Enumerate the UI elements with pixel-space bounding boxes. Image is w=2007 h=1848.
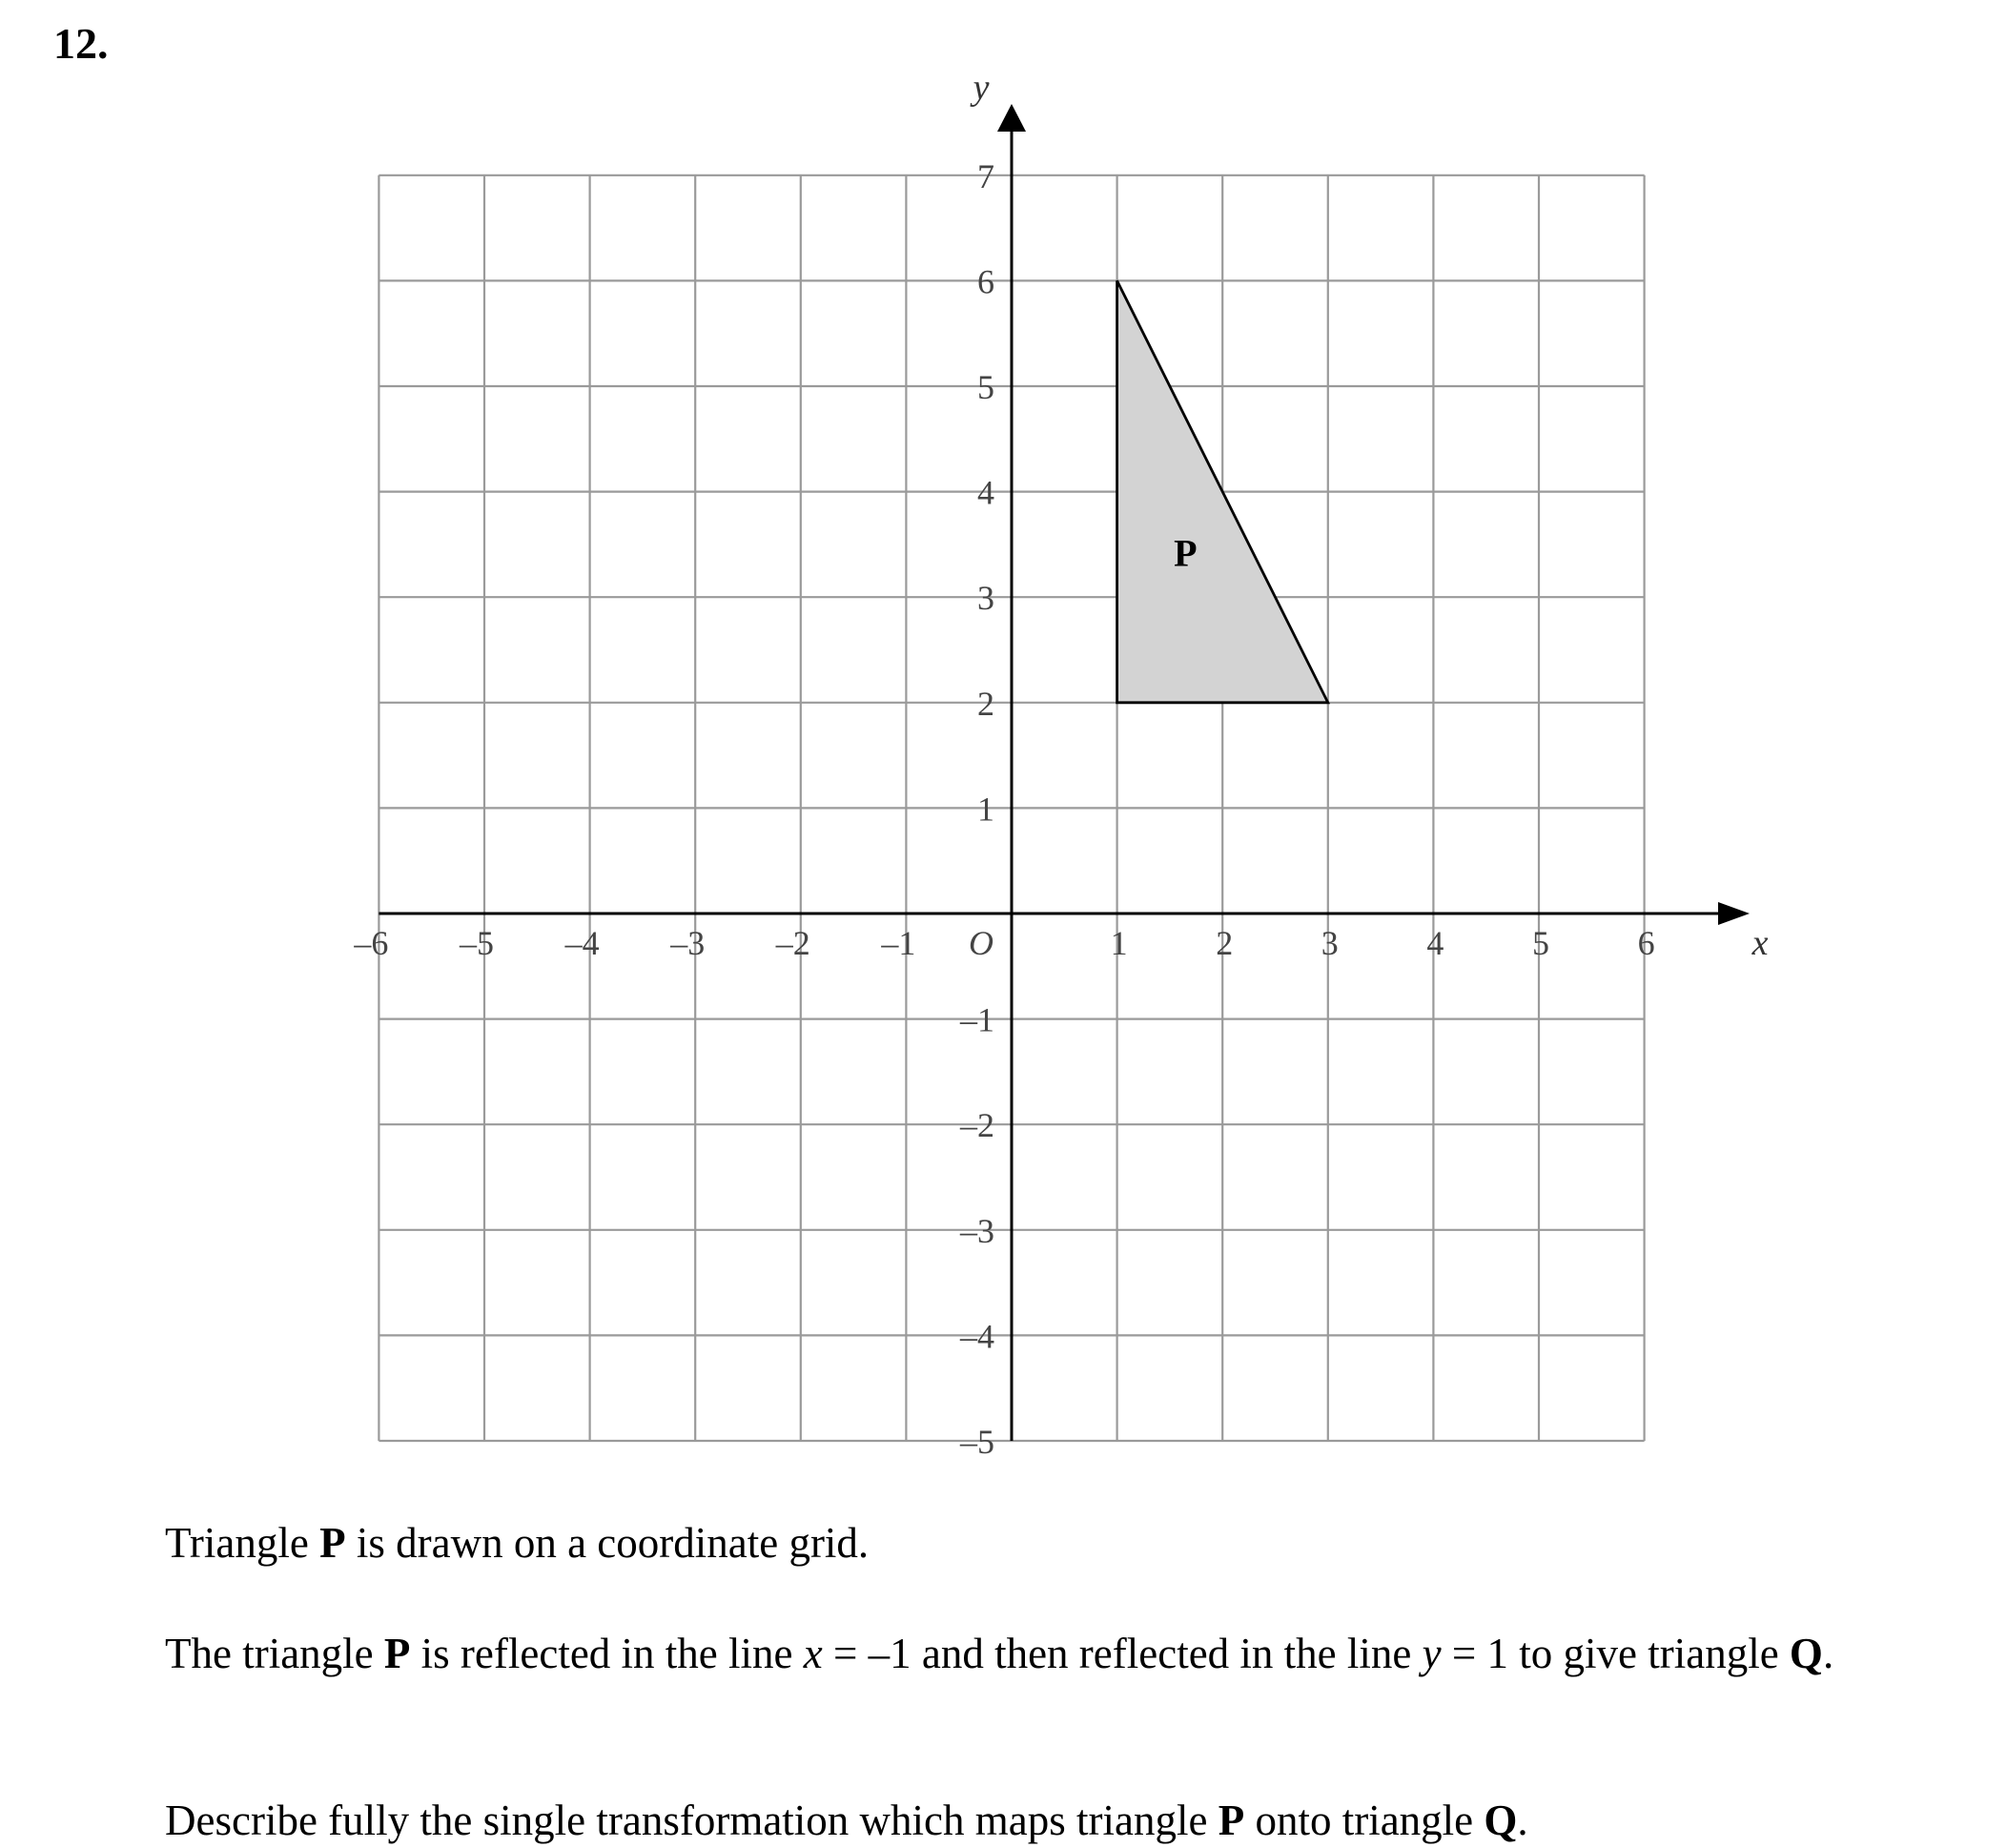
y-tick-label: 2 xyxy=(977,684,994,723)
x-tick-label: 2 xyxy=(1216,924,1234,962)
x-tick-label: 5 xyxy=(1532,924,1549,962)
y-tick-label: 5 xyxy=(977,368,994,406)
x-tick-label: –6 xyxy=(354,924,389,962)
y-tick-label: 3 xyxy=(977,579,994,618)
origin-label: O xyxy=(969,924,993,962)
para-1-text-start: Triangle xyxy=(165,1519,320,1567)
y-axis-label: y xyxy=(973,68,990,108)
y-tick-label: 6 xyxy=(977,262,994,301)
x-tick-label: 6 xyxy=(1637,924,1655,962)
x-tick-label: –4 xyxy=(564,924,600,962)
x-tick-label: –5 xyxy=(460,924,494,962)
triangle-q-label-2: Q xyxy=(1484,1797,1518,1844)
y-tick-label: 4 xyxy=(977,473,994,512)
triangle-p-label-3: P xyxy=(1218,1797,1245,1844)
shape-label-p: P xyxy=(1174,531,1198,575)
x-tick-label: 1 xyxy=(1110,924,1128,962)
y-tick-label: –3 xyxy=(960,1211,994,1250)
y-tick-label: –1 xyxy=(960,1000,994,1039)
question-paragraph-3 xyxy=(165,1793,1967,1848)
triangle-p-label-1: P xyxy=(319,1519,346,1567)
para-3-text-start: Describe fully the single transformation which maps triangle xyxy=(165,1797,1219,1844)
question-paragraph-2 xyxy=(165,1626,1967,1681)
para-1-text-end: is drawn on a coordinate grid. xyxy=(345,1519,870,1567)
x-tick-label: –1 xyxy=(881,924,916,962)
y-tick-label: –5 xyxy=(960,1423,994,1461)
y-tick-label: 1 xyxy=(977,790,994,829)
tick-labels-layer xyxy=(353,68,1768,1461)
variable-y: y xyxy=(1422,1630,1442,1677)
y-tick-label: 7 xyxy=(977,156,994,195)
x-axis-label: x xyxy=(1751,923,1769,963)
para-3-text-1: onto triangle xyxy=(1244,1797,1485,1844)
question-number: 12. xyxy=(53,19,109,68)
y-tick-label: –2 xyxy=(960,1106,994,1145)
para-2-text-start: The triangle xyxy=(165,1630,384,1677)
para-2-text-end: . xyxy=(1822,1630,1834,1677)
y-axis-arrow-icon xyxy=(997,104,1026,132)
triangle-q-label-1: Q xyxy=(1789,1630,1823,1677)
x-tick-label: –2 xyxy=(775,924,810,962)
triangle-p-label-2: P xyxy=(383,1630,411,1677)
x-tick-label: 3 xyxy=(1321,924,1339,962)
axes-layer xyxy=(379,104,1750,1441)
x-tick-label: –3 xyxy=(670,924,706,962)
y-tick-label: –4 xyxy=(960,1317,994,1356)
para-2-text-1: is reflected in the line xyxy=(410,1630,804,1677)
para-2-text-2: = –1 and then reflected in the line xyxy=(822,1630,1423,1677)
para-3-text-end: . xyxy=(1517,1797,1528,1844)
para-2-text-3: = 1 to give triangle xyxy=(1441,1630,1790,1677)
question-paragraph-1 xyxy=(165,1515,1967,1571)
variable-x: x xyxy=(803,1630,823,1677)
x-tick-label: 4 xyxy=(1426,924,1444,962)
x-axis-arrow-icon xyxy=(1718,902,1750,925)
